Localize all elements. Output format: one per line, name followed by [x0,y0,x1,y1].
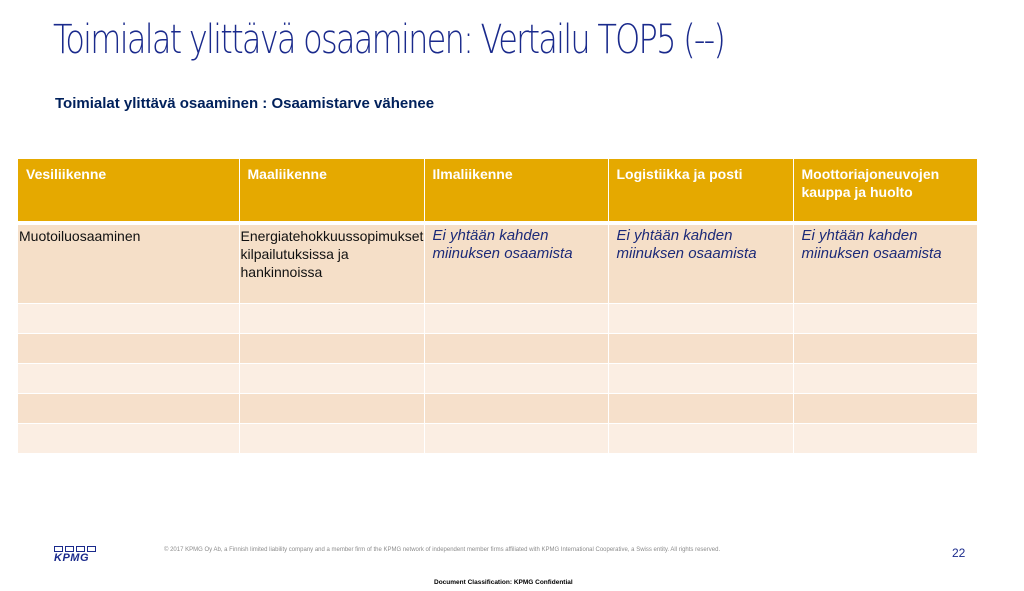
copyright-notice: © 2017 KPMG Oy Ab, a Finnish limited liability company and a member firm of the KPMG network of independent member firms affiliated with KPMG International Cooperative, a Swiss entity. All rights reserved. [164,547,721,553]
page-title: Toimialat ylittävä osaaminen: Vertailu TOP5 (--) [53,17,725,63]
table-row-empty [18,363,977,393]
table-cell: Muotoiluosaaminen [18,225,239,303]
table-header-row [18,159,977,221]
table-cell: Ei yhtään kahden miinuksen osaamista [608,225,793,303]
page-number: 22 [952,546,966,560]
column-header-moottoriajoneuvot: Moottoriajoneuvojen kauppa ja huolto [793,159,977,221]
table-row-empty [18,393,977,423]
document-classification: Document Classification: KPMG Confidential [434,579,573,586]
table-cell: Ei yhtään kahden miinuksen osaamista [793,225,977,303]
table-cell: Ei yhtään kahden miinuksen osaamista [424,225,608,303]
table-row-empty [18,333,977,363]
table-row-empty [18,423,977,453]
column-header-maaliikenne: Maaliikenne [239,159,424,221]
column-header-logistiikka: Logistiikka ja posti [608,159,793,221]
column-header-ilmaliikenne: Ilmaliikenne [424,159,608,221]
table-row-empty [18,303,977,333]
comparison-table [18,159,978,453]
table-cell: Energiatehokkuussopimukset kilpailutuksissa ja hankinnoissa [239,225,424,303]
kpmg-logo [54,546,98,566]
page-subtitle: Toimialat ylittävä osaaminen : Osaamistarve vähenee [55,95,435,112]
column-header-vesiliikenne: Vesiliikenne [18,159,239,221]
kpmg-logo-text: KPMG [54,552,89,564]
table-row [18,225,977,303]
